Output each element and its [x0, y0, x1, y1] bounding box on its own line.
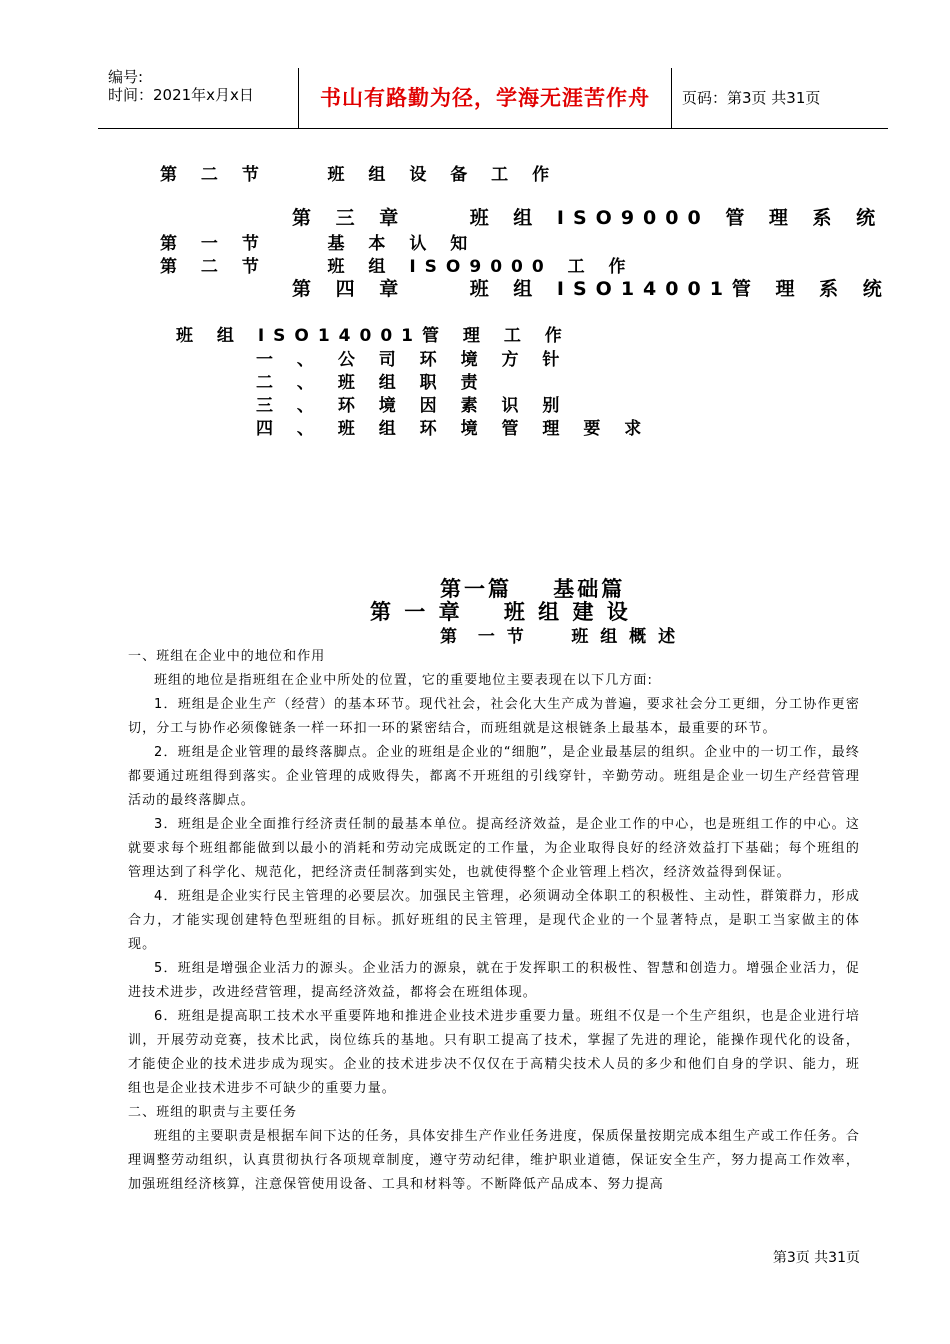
paragraph: 4．班组是企业实行民主管理的必要层次。加强民主管理，必须调动全体职工的积极性、主动性，群策群力，形成合力，才能实现创建特色型班组的目标。抓好班组的民主管理，是现代企业的一个显著特点，是职工当家做主的体现。 [128, 889, 860, 952]
paragraph: 2．班组是企业管理的最终落脚点。企业的班组是企业的“细胞”，是企业最基层的组织。企业中的一切工作，最终都要通过班组得到落实。企业管理的成败得失，都离不开班组的引线穿针，辛勤劳动。班组是企业一切生产经营管理活动的最终落脚点。 [128, 745, 860, 808]
toc-chapter-line: 第 三 章 班 组 ISO9000 管 理 系 统 [292, 207, 885, 229]
header-page-label: 页码：第3页 共31页 [682, 89, 821, 107]
chapter-title: 第 一 章 班 组 建 设 [370, 600, 631, 624]
header-info-cell [98, 68, 298, 128]
paragraph: 5．班组是增强企业活力的源头。企业活力的源泉，就在于发挥职工的积极性、智慧和创造力。增强企业活力，促进技术进步，改进经营管理，提高经济效益，都将会在班组体现。 [128, 961, 860, 1000]
paragraph: 班组的地位是指班组在企业中所处的位置，它的重要地位主要表现在以下几方面: [154, 673, 653, 688]
toc-line: 二 、 班 组 职 责 [256, 373, 487, 393]
time-label: 时间：2021年x月x日 [108, 86, 254, 104]
toc-line: 班 组 ISO14001管 理 工 作 [176, 326, 571, 346]
heading: 二、班组的职责与主要任务 [128, 1105, 298, 1120]
toc-line: 第 一 节 基 本 认 知 [160, 234, 477, 254]
paragraph: 1．班组是企业生产（经营）的基本环节。现代社会，社会化大生产成为普遍，要求社会分工更细，分工协作更密切，分工与协作必须像链条一样一环扣一环的紧密结合，而班组就是这根链条上最基本，最重要的环节。 [128, 697, 860, 736]
paragraph: 6．班组是提高职工技术水平重要阵地和推进企业技术进步重要力量。班组不仅是一个生产组织，也是企业进行培训，开展劳动竞赛，技术比武，岗位练兵的基地。只有职工提高了技术，掌握了先进的理论，能操作现代化的设备，才能使企业的技术进步成为现实。企业的技术进步决不仅仅在于高精尖技术人员的多少和他们自身的学识、能力，班组也是企业技术进步不可缺少的重要力量。 [128, 1009, 860, 1096]
page-header [98, 68, 888, 129]
paragraph: 班组的主要职责是根据车间下达的任务，具体安排生产作业任务进度，保质保量按期完成本组生产或工作任务。合理调整劳动组织，认真贯彻执行各项规章制度，遵守劳动纪律，维护职业道德，保证安全生产，努力提高工作效率，加强班组经济核算，注意保管使用设备、工具和材料等。不断降低产品成本、努力提高 [128, 1129, 860, 1192]
heading: 一、班组在企业中的地位和作用 [128, 649, 326, 664]
toc-line: 第 二 节 班 组 ISO9000 工 作 [160, 257, 635, 277]
number-label: 编号: [108, 68, 144, 86]
toc-line: 三 、 环 境 因 素 识 别 [256, 396, 569, 416]
part-title: 第一篇 基础篇 [440, 577, 626, 601]
section-title: 第 一 节 班 组 概 述 [440, 627, 679, 647]
toc-line: 一 、 公 司 环 境 方 针 [256, 350, 569, 370]
page-footer: 第3页 共31页 [772, 1250, 860, 1266]
body-text [128, 645, 860, 1197]
toc-chapter-line: 第 四 章 班 组 ISO14001管 理 系 统 [292, 278, 891, 300]
toc-line: 四 、 班 组 环 境 管 理 要 求 [256, 419, 651, 439]
header-motto: 书山有路勤为径，学海无涯苦作舟 [298, 68, 672, 128]
toc-line: 第 二 节 班 组 设 备 工 作 [160, 165, 559, 185]
paragraph: 3．班组是企业全面推行经济责任制的最基本单位。提高经济效益，是企业工作的中心，也是班组工作的中心。这就要求每个班组都能做到以最小的消耗和劳动完成既定的工作量，为企业取得良好的经济效益打下基础；每个班组的管理达到了科学化、规范化，把经济责任制落到实处，也就使得整个企业管理上档次，经济效益得到保证。 [128, 817, 860, 880]
